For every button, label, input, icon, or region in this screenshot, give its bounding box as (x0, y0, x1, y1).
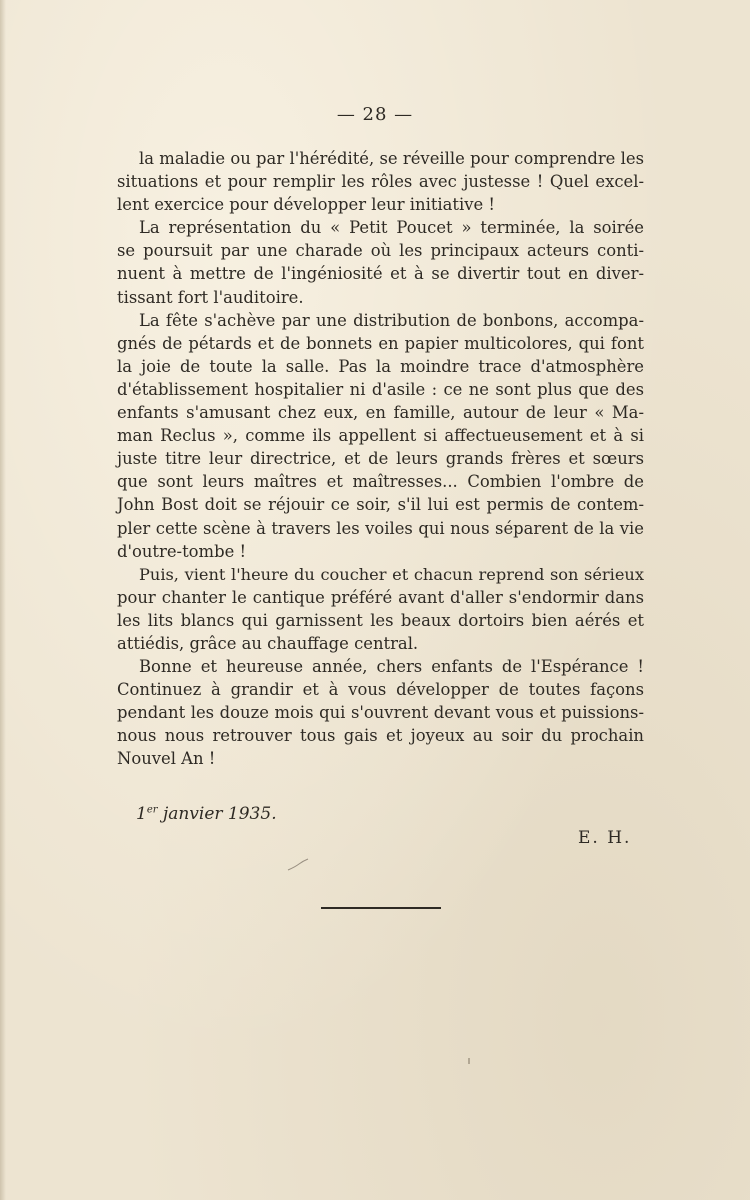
body-text (117, 147, 644, 771)
dateline-day: 1 (136, 804, 147, 824)
dateline (136, 804, 277, 824)
paragraph (117, 563, 644, 655)
paragraph (117, 216, 644, 308)
text-line: gnés de pétards et de bonnets en papier multicolores, qui font (117, 333, 644, 353)
paper-speck (468, 1058, 470, 1064)
text-line: pler cette scène à travers les voiles qui nous séparent de la vie (117, 518, 644, 538)
text-line: enfants s'amusant chez eux, en famille, autour de leur « Ma- (117, 403, 644, 423)
text-line: la joie de toute la salle. Pas la moindre trace d'atmosphère (117, 356, 644, 376)
text-line: man Reclus », comme ils appellent si affectueusement et à si (117, 426, 644, 446)
closing-rule (321, 907, 441, 909)
text-line: nous nous retrouver tous gais et joyeux au soir du prochain (117, 726, 644, 746)
text-line: les lits blancs qui garnissent les beaux dortoirs bien aérés et (117, 610, 644, 630)
text-line: que sont leurs maîtres et maîtresses... Combien l'ombre de (117, 472, 644, 492)
text-line: lent exercice pour développer leur initiative ! (117, 195, 496, 215)
text-line: se poursuit par une charade où les principaux acteurs conti- (117, 241, 644, 261)
text-line: Bonne et heureuse année, chers enfants de l'Espérance ! (139, 657, 644, 677)
text-line: tissant fort l'auditoire. (117, 287, 304, 307)
text-line: John Bost doit se réjouir ce soir, s'il lui est permis de contem- (117, 495, 644, 515)
signature: E. H. (578, 828, 632, 848)
text-line: La représentation du « Petit Poucet » terminée, la soirée (139, 218, 644, 238)
text-line: La fête s'achève par une distribution de bonbons, accompa- (139, 310, 644, 330)
page-edge-shadow (0, 0, 6, 1200)
text-line: pendant les douze mois qui s'ouvrent devant vous et puissions- (117, 703, 644, 723)
text-line: situations et pour remplir les rôles avec justesse ! Quel excel- (117, 172, 644, 192)
text-line: attiédis, grâce au chauffage central. (117, 633, 419, 653)
text-line: nuent à mettre de l'ingéniosité et à se divertir tout en diver- (117, 264, 644, 284)
page-number: — 28 — (336, 104, 414, 125)
text-line: la maladie ou par l'hérédité, se réveille pour comprendre les (139, 149, 644, 168)
text-line: juste titre leur directrice, et de leurs grands frères et sœurs (117, 449, 644, 469)
paragraph (117, 147, 644, 216)
dateline-text: janvier 1935. (162, 804, 277, 824)
pencil-mark (287, 858, 309, 872)
text-line: Puis, vient l'heure du coucher et chacun reprend son sérieux (139, 564, 644, 584)
text-line: d'établissement hospitalier ni d'asile : ce ne sont plus que des (117, 379, 644, 399)
paragraph (117, 309, 644, 563)
text-line: d'outre-tombe ! (117, 541, 247, 561)
paragraph (117, 655, 644, 770)
dateline-ordinal: er (146, 804, 158, 816)
text-line: pour chanter le cantique préféré avant d'aller s'endormir dans (117, 587, 644, 607)
text-line: Continuez à grandir et à vous développer de toutes façons (117, 680, 644, 700)
text-line: Nouvel An ! (117, 749, 216, 769)
